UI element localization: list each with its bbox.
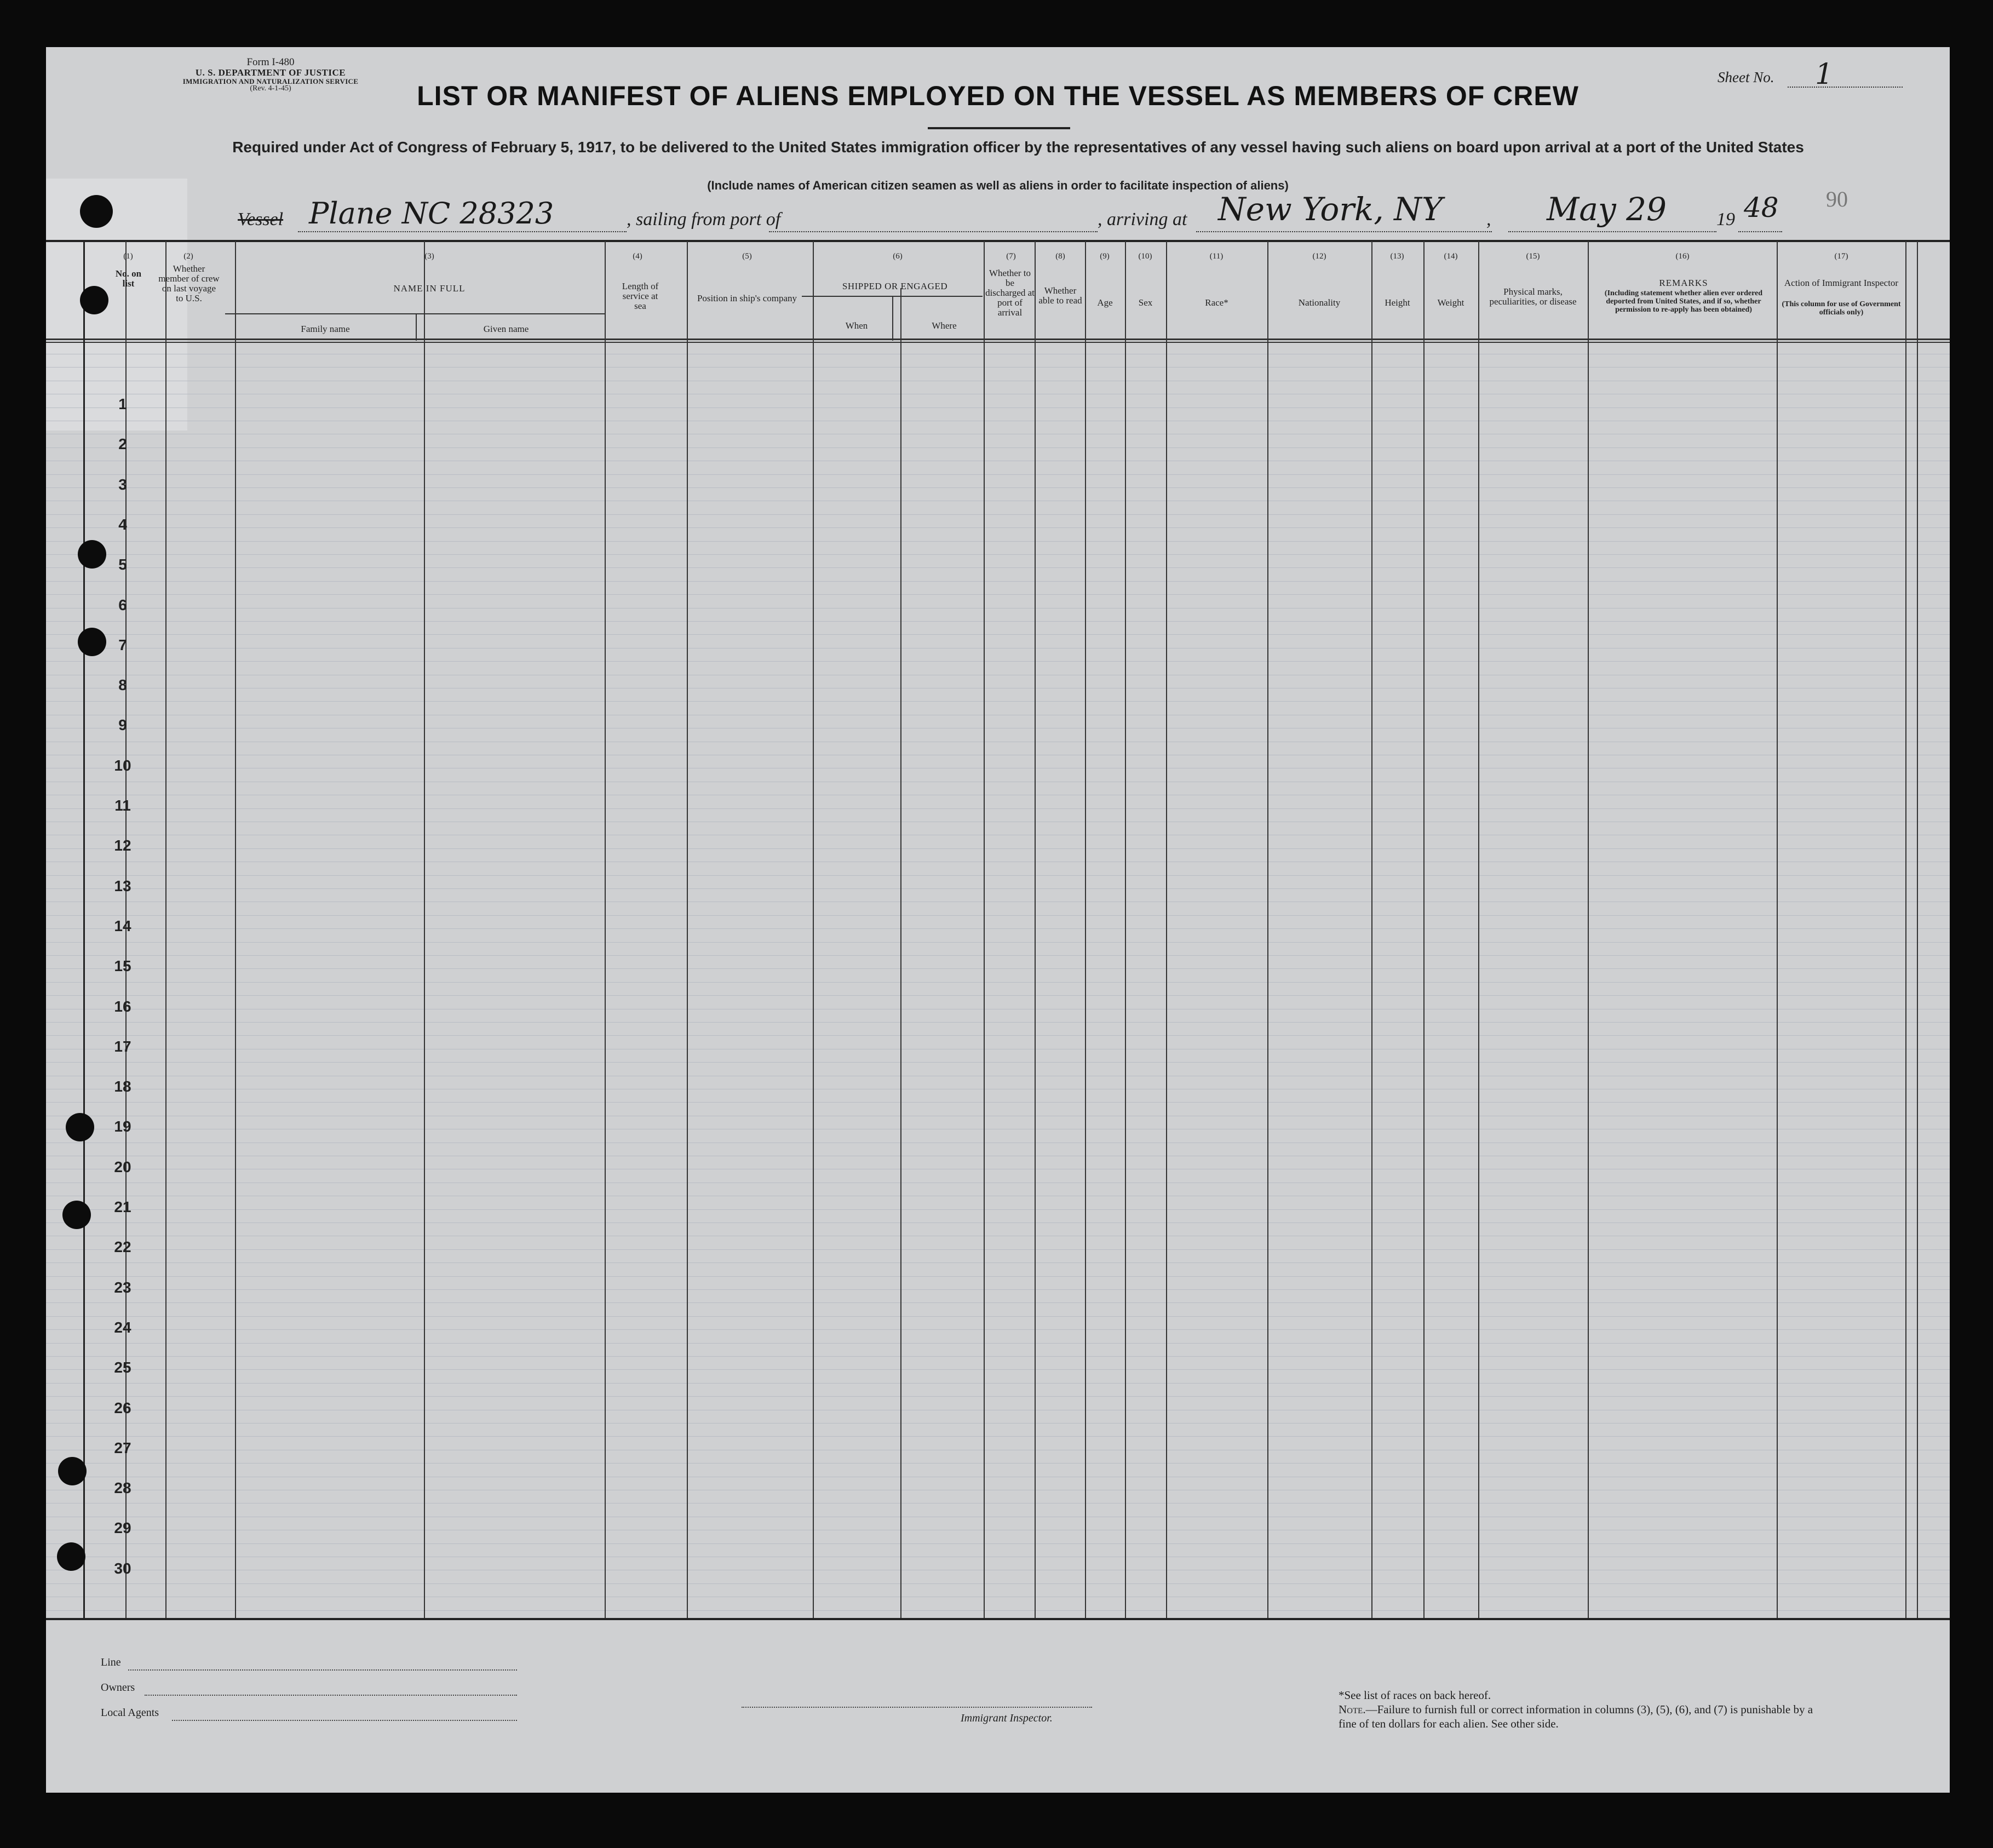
fine-note: [1339, 1702, 1831, 1731]
col-9-header: Age: [1097, 297, 1113, 308]
punch-hole: [78, 540, 106, 569]
row-number: 30: [114, 1560, 131, 1577]
col-4-header: Length of service at sea: [622, 281, 659, 311]
ruled-line: [46, 995, 1950, 996]
row-number: 20: [114, 1158, 131, 1175]
ruled-line: [46, 367, 1950, 368]
date-value: May 29: [1547, 191, 1667, 228]
col-9-number: (9): [1100, 252, 1110, 261]
col-3-family-name: Family name: [301, 324, 350, 334]
arriving-value: New York, NY: [1218, 191, 1443, 228]
ruled-line: [46, 581, 1950, 582]
punch-hole: [66, 1113, 94, 1141]
col-10-number: (10): [1138, 252, 1152, 261]
ruled-line: [46, 1463, 1950, 1464]
inspector-signature-line: [742, 1707, 1092, 1708]
punch-hole: [80, 286, 108, 314]
ruled-line: [46, 487, 1950, 488]
ruled-line: [46, 701, 1950, 702]
left-frame-line: [83, 241, 85, 1618]
line-label: Line: [101, 1656, 121, 1668]
ruled-line: [46, 1249, 1950, 1250]
punch-hole: [57, 1542, 85, 1571]
ruled-line: [46, 942, 1950, 943]
ruled-line: [46, 1302, 1950, 1303]
ruled-line: [46, 982, 1950, 983]
col-3-given-name: Given name: [483, 324, 529, 334]
col-2-number: (2): [183, 252, 193, 261]
ruled-line: [46, 1543, 1950, 1544]
col-13-number: (13): [1390, 252, 1404, 261]
row-number: 25: [114, 1359, 131, 1376]
row-number: 17: [114, 1038, 131, 1055]
row-number: 28: [114, 1479, 131, 1496]
row-number: 8: [118, 676, 127, 693]
col-6-where: Where: [932, 320, 957, 331]
year-value: 48: [1744, 192, 1779, 223]
local-agents-field: [172, 1720, 517, 1721]
manifest-sheet: Form I-480 U. S. DEPARTMENT OF JUSTICE IMMIGRATION AND NATURALIZATION SERVICE (Rev. 4-1-45) Sheet No. 1 LIST OR MANIFEST OF ALIENS EMPLOYED ON THE VESSEL AS MEMBERS OF CREW Required under Act of Congress of February 5, 1917, to be delivered to the United States immigration officer by the representatives of any vessel having such aliens on board upon arrival at a port of the United States (Include names of American citizen seamen as well as aliens in order to facilitate inspection of aliens) 90 Vessel Plane NC 28323 , sailing from port of , arriving at New York, NY , May 29 19 48 (1) No. on list (2) Whether member of crew on last voyage to U.S. (3) NAME IN FULL Family name Given name (4) Length of service at sea (5) Position in ship's company (6) SHIPPED OR ENGAGED When Where (7) Whether to be discharged at port of arrival (8) Whether able to read (9) Age (10) Sex (11) Race* (12) Nationality (13) Height (14) Weight (15) Physical marks, peculiarities, or disease (16) REMARKS (Including statement whether alien ever ordered deported from United States, and if so, whether permission to re-apply has been obtained) (17) Action of Immigrant Inspector (This column for use of Government officials only) 1 2 3 4 5 6 7 8 9 10 11 12 13 14 15 16 17 18 19 20 21 22 23 24 25 26 27 28 29 30 Line Owners Local Agents Immigrant Inspector. *See list of races on back hereof. Note.—Failure to furnish full or correct information in columns (3), (5), (6), and (7) is punishable by a fine of ten dollars for each alien. See other side.: [46, 47, 1950, 1793]
ruled-line: [46, 1610, 1950, 1611]
ruled-line: [46, 594, 1950, 595]
row-number: 9: [118, 716, 127, 733]
row-number: 1: [118, 395, 127, 412]
col-15-number: (15): [1526, 252, 1540, 261]
col-5-header: Position in ship's company: [697, 293, 797, 303]
sailing-label: , sailing from port of: [627, 209, 781, 229]
table-top-border: [46, 240, 1950, 242]
form-revision: (Rev. 4-1-45): [250, 84, 291, 93]
row-number: 12: [114, 837, 131, 854]
col-4-number: (4): [633, 252, 642, 261]
ruled-line: [46, 474, 1950, 475]
ruled-line: [46, 1262, 1950, 1263]
ruled-line: [46, 1022, 1950, 1023]
footer-notes: [1339, 1688, 1831, 1731]
ruled-line: [46, 541, 1950, 542]
ruled-line: [46, 1423, 1950, 1424]
date-field-line: [1508, 231, 1716, 232]
col-17-note: (This column for use of Government officials only): [1782, 300, 1901, 317]
col-16-header: REMARKS: [1659, 278, 1708, 288]
col-6-number: (6): [893, 252, 903, 261]
year-field-line: [1738, 231, 1782, 232]
col-1-number: (1): [123, 252, 133, 261]
col-8-header: Whether able to read: [1038, 285, 1082, 306]
vessel-field-line: [298, 231, 627, 232]
ruled-line: [46, 1102, 1950, 1103]
vessel-label: Vessel: [238, 209, 284, 229]
sailing-field-line: [769, 231, 1098, 232]
arriving-label: , arriving at: [1098, 209, 1187, 229]
owners-field: [145, 1695, 517, 1696]
ruled-line: [46, 968, 1950, 969]
ruled-line: [46, 608, 1950, 609]
service-name: IMMIGRATION AND NATURALIZATION SERVICE: [182, 77, 359, 85]
row-number: 27: [114, 1439, 131, 1456]
ruled-line: [46, 875, 1950, 876]
row-number: 16: [114, 998, 131, 1015]
col-17-header: Action of Immigrant Inspector: [1784, 278, 1899, 288]
ruled-line: [46, 554, 1950, 555]
page-title: LIST OR MANIFEST OF ALIENS EMPLOYED ON THE VESSEL AS MEMBERS OF CREW: [417, 81, 1579, 111]
page-instruction: (Include names of American citizen seamen as well as aliens in order to facilitate inspection of aliens): [707, 179, 1289, 192]
col-12-header: Nationality: [1298, 297, 1341, 308]
row-number: 18: [114, 1078, 131, 1095]
ruled-line: [46, 1329, 1950, 1330]
row-number: 10: [114, 757, 131, 774]
sheet-number-label: Sheet No.: [1718, 69, 1774, 85]
ruled-line: [46, 567, 1950, 568]
note-lead: Note.: [1339, 1703, 1366, 1716]
ruled-line: [46, 888, 1950, 889]
ruled-line: [46, 848, 1950, 849]
col-12-number: (12): [1312, 252, 1326, 261]
ruled-line: [46, 1316, 1950, 1317]
name-subheader-line: [225, 313, 605, 314]
sheet-number-value: 1: [1815, 58, 1834, 91]
ruled-line: [46, 1289, 1950, 1290]
ruled-line: [46, 915, 1950, 916]
row-number: 29: [114, 1519, 131, 1536]
ruled-line: [46, 527, 1950, 528]
col-15-header: Physical marks, peculiarities, or disease: [1489, 286, 1577, 307]
col-17-number: (17): [1834, 252, 1848, 261]
row-number: 4: [118, 516, 127, 533]
col-3-number: (3): [424, 252, 434, 261]
row-number: 13: [114, 877, 131, 894]
col-16-number: (16): [1675, 252, 1690, 261]
col-8-number: (8): [1055, 252, 1065, 261]
col-14-header: Weight: [1437, 297, 1464, 308]
row-number: 22: [114, 1238, 131, 1255]
ruled-line: [46, 955, 1950, 956]
punch-hole: [58, 1457, 87, 1485]
inspector-label: Immigrant Inspector.: [961, 1712, 1053, 1724]
note-text: —Failure to furnish full or correct information in columns (3), (5), (6), and (7) is punishable by a fine of ten dollars for each alien. See other side.: [1339, 1703, 1813, 1730]
row-number: 21: [114, 1198, 131, 1215]
col-11-number: (11): [1209, 252, 1224, 261]
col-11-header: Race*: [1205, 297, 1228, 308]
row-number: 23: [114, 1279, 131, 1296]
row-number: 24: [114, 1319, 131, 1336]
col-6-header: SHIPPED OR ENGAGED: [842, 281, 948, 291]
ruled-line: [46, 621, 1950, 622]
header-bottom-border: [46, 338, 1950, 340]
ruled-line: [46, 1276, 1950, 1277]
form-number: Form I-480: [246, 56, 295, 68]
local-agents-label: Local Agents: [101, 1707, 159, 1719]
year-prefix: 19: [1716, 209, 1735, 229]
department-name: U. S. DEPARTMENT OF JUSTICE: [195, 67, 346, 78]
ruled-line: [46, 808, 1950, 809]
col-13-header: Height: [1385, 297, 1410, 308]
row-number: 6: [118, 596, 127, 613]
col-7-number: (7): [1006, 252, 1016, 261]
ruled-line: [46, 447, 1950, 448]
col-10-header: Sex: [1138, 297, 1153, 308]
punch-hole: [62, 1201, 91, 1229]
ruled-line: [46, 634, 1950, 635]
table-bottom-border: [46, 1618, 1950, 1620]
ruled-line: [46, 1062, 1950, 1063]
arriving-field-line: [1196, 231, 1492, 232]
ruled-line: [46, 514, 1950, 515]
race-note: *See list of races on back hereof.: [1339, 1689, 1491, 1702]
page-subtitle: Required under Act of Congress of February 5, 1917, to be delivered to the United States immigration officer by the representatives of any vessel having such aliens on board upon arrival at a port of the United States: [232, 139, 1804, 156]
ruled-line: [46, 1436, 1950, 1437]
ruled-line: [46, 1035, 1950, 1036]
col-2-header: Whether member of crew on last voyage to U.S.: [158, 263, 220, 303]
row-number: 3: [118, 476, 127, 493]
col-3-header: NAME IN FULL: [393, 283, 466, 294]
ruled-line: [46, 1583, 1950, 1584]
vessel-value: Plane NC 28323: [309, 196, 554, 231]
ruled-line: [46, 928, 1950, 929]
row-number: 11: [114, 797, 131, 814]
stamp-number: 90: [1826, 187, 1848, 211]
col-7-header: Whether to be discharged at port of arrival: [985, 268, 1035, 318]
row-number: 2: [118, 435, 127, 452]
row-number: 5: [118, 556, 127, 573]
title-underline: [928, 127, 1070, 129]
ruled-line: [46, 1356, 1950, 1357]
row-number: 7: [118, 636, 127, 653]
punch-hole: [78, 628, 106, 656]
owners-label: Owners: [101, 1681, 135, 1694]
row-number: 19: [114, 1118, 131, 1135]
line-field: [128, 1669, 517, 1671]
punch-hole: [80, 195, 113, 228]
col-14-number: (14): [1444, 252, 1458, 261]
ruled-line: [46, 1369, 1950, 1370]
row-number: 14: [114, 917, 131, 934]
col-1-header: No. on list: [115, 268, 142, 289]
ruled-line: [46, 661, 1950, 662]
col-16-note: (Including statement whether alien ever ordered deported from United States, and if so, whether permission to re-apply has been obtained): [1604, 289, 1763, 314]
row-number: 26: [114, 1399, 131, 1416]
col-6-when: When: [845, 320, 868, 331]
col-5-number: (5): [742, 252, 752, 261]
row-number: 15: [114, 957, 131, 974]
ruled-line: [46, 1396, 1950, 1397]
ruled-line: [46, 1383, 1950, 1384]
ruled-line: [46, 1209, 1950, 1210]
ruled-line: [46, 1343, 1950, 1344]
